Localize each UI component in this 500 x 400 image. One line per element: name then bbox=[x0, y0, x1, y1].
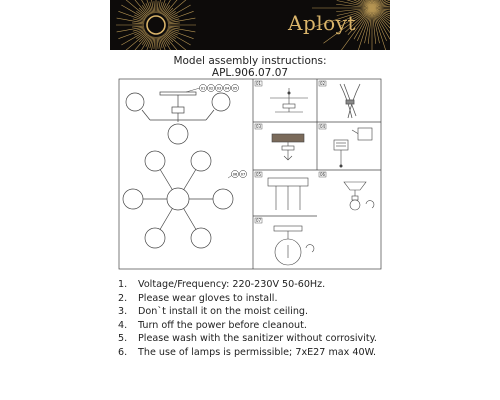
step5-drawing bbox=[268, 178, 308, 210]
instruction-text: The use of lamps is permissible; 7xE27 max 40W. bbox=[138, 346, 377, 358]
instruction-item bbox=[118, 305, 377, 319]
instruction-number: 6. bbox=[118, 346, 128, 358]
side-view-drawing bbox=[126, 88, 230, 144]
instruction-text: Please wear gloves to install. bbox=[138, 292, 278, 304]
instruction-text: Don`t install it on the moist ceiling. bbox=[138, 306, 309, 318]
step2-drawing bbox=[340, 84, 360, 118]
side-callouts bbox=[231, 170, 246, 177]
top-view-drawing bbox=[123, 151, 234, 248]
top-callouts bbox=[199, 84, 238, 91]
callout-label: 02 bbox=[208, 86, 214, 91]
callout-label: 07 bbox=[240, 172, 246, 177]
callout-label: 01 bbox=[200, 86, 206, 91]
instruction-item bbox=[118, 292, 377, 306]
step7-drawing bbox=[274, 226, 314, 265]
instruction-item bbox=[118, 346, 377, 360]
instruction-text: Turn off the power before cleanout. bbox=[138, 319, 307, 331]
brand-name: Aployt bbox=[288, 11, 357, 35]
instruction-item bbox=[118, 332, 377, 346]
step-number: 07 bbox=[255, 218, 262, 223]
instruction-number: 3. bbox=[118, 306, 128, 318]
callout-label: 05 bbox=[232, 86, 238, 91]
step-number: 03 bbox=[255, 124, 262, 129]
step-number: 01 bbox=[255, 81, 262, 86]
instruction-number: 5. bbox=[118, 333, 128, 345]
instruction-number: 1. bbox=[118, 279, 128, 290]
instruction-item bbox=[118, 278, 377, 292]
step1-drawing bbox=[270, 88, 308, 112]
callout-label: 03 bbox=[216, 86, 222, 91]
step-number: 06 bbox=[319, 172, 326, 177]
step4-drawing bbox=[334, 128, 372, 167]
instructions-list bbox=[118, 278, 377, 360]
instruction-text: Please wash with the sanitizer without corrosivity. bbox=[138, 333, 377, 345]
step-number: 02 bbox=[319, 81, 326, 86]
step-number: 04 bbox=[319, 124, 326, 129]
step-number: 05 bbox=[255, 172, 262, 177]
instruction-number: 2. bbox=[118, 292, 128, 304]
instruction-text: Voltage/Frequency: 220-230V 50-60Hz. bbox=[138, 279, 326, 290]
document-title: Model assembly instructions: bbox=[173, 55, 327, 67]
step3-drawing bbox=[272, 134, 304, 160]
callout-label: 06 bbox=[232, 172, 238, 177]
model-number: APL.906.07.07 bbox=[211, 67, 289, 79]
instruction-number: 4. bbox=[118, 319, 128, 331]
instruction-item bbox=[118, 319, 377, 333]
step-labels bbox=[255, 81, 326, 223]
step-panels bbox=[253, 79, 381, 269]
callout-label: 04 bbox=[224, 86, 230, 91]
step6-drawing bbox=[344, 182, 374, 210]
